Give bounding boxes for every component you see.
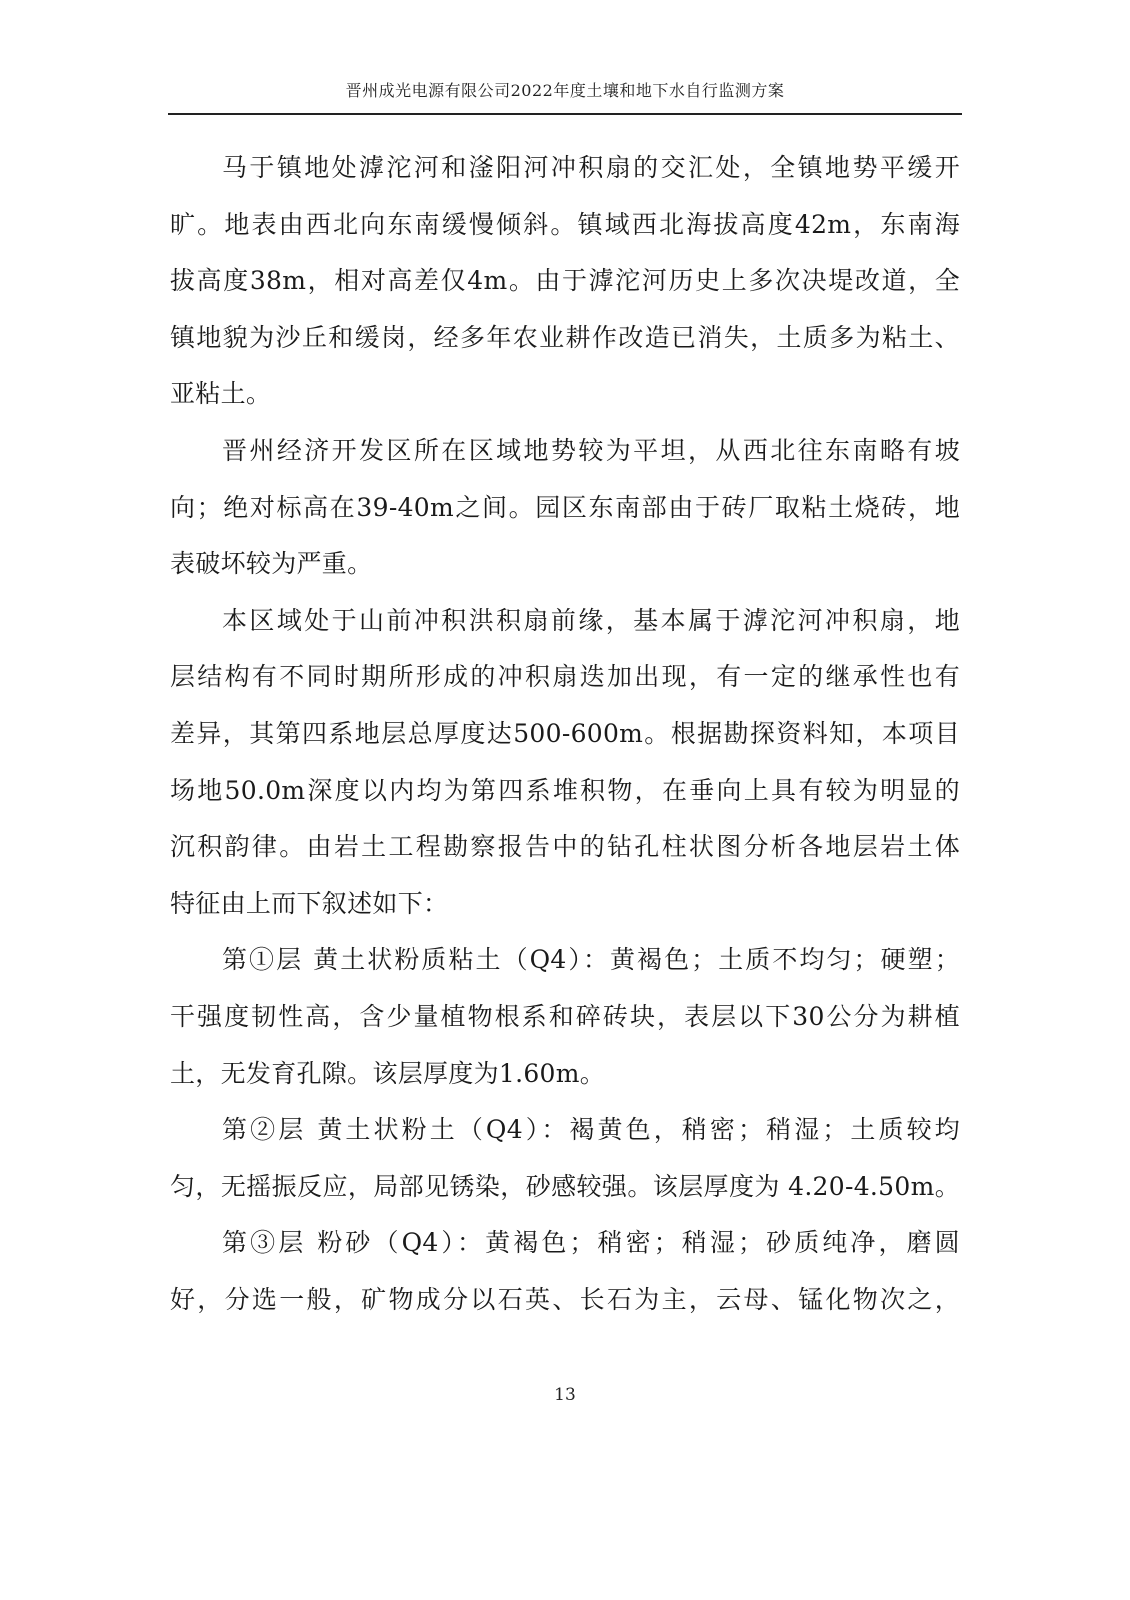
paragraph-1-line-4: 镇地貌为沙丘和缓岗，经多年农业耕作改造已消失，土质多为粘土、 xyxy=(170,322,960,352)
paragraph-3-line-5: 沉积韵律。由岩土工程勘察报告中的钻孔柱状图分析各地层岩土体 xyxy=(170,832,960,862)
paragraph-3-line-6: 特征由上而下叙述如下： xyxy=(170,888,449,918)
document-body xyxy=(170,140,960,1328)
paragraph-2-line-2: 向；绝对标高在39-40m之间。园区东南部由于砖厂取粘土烧砖，地 xyxy=(170,492,960,522)
header-divider xyxy=(168,113,962,115)
layer-1-line-3: 土，无发育孔隙。该层厚度为1.60m。 xyxy=(170,1058,606,1088)
layer-2-line-2: 匀，无摇振反应，局部见锈染，砂感较强。该层厚度为 4.20-4.50m。 xyxy=(170,1171,960,1201)
paragraph-3-line-1: 本区域处于山前冲积洪积扇前缘，基本属于滹沱河冲积扇，地 xyxy=(222,605,960,635)
page-number: 13 xyxy=(554,1385,576,1405)
paragraph-1-line-3: 拔高度38m，相对高差仅4m。由于滹沱河历史上多次决堤改道，全 xyxy=(170,266,960,296)
paragraph-2-line-1: 晋州经济开发区所在区域地势较为平坦，从西北往东南略有坡 xyxy=(222,435,960,465)
paragraph-3-line-4: 场地50.0m深度以内均为第四系堆积物，在垂向上具有较为明显的 xyxy=(170,775,960,805)
layer-3-line-1: 第③层 粉砂（Q4）：黄褐色；稍密；稍湿；砂质纯净，磨圆 xyxy=(222,1228,960,1258)
paragraph-3-line-2: 层结构有不同时期所形成的冲积扇迭加出现，有一定的继承性也有 xyxy=(170,662,960,692)
layer-3-line-2: 好，分选一般，矿物成分以石英、长石为主，云母、锰化物次之， xyxy=(170,1284,960,1314)
layer-2-line-1: 第②层 黄土状粉土（Q4）：褐黄色，稍密；稍湿；土质较均 xyxy=(222,1115,960,1145)
paragraph-1-line-2: 旷。地表由西北向东南缓慢倾斜。镇域西北海拔高度42m，东南海 xyxy=(170,209,960,239)
layer-1-line-1: 第①层 黄土状粉质粘土（Q4）：黄褐色；土质不均匀；硬塑； xyxy=(222,945,960,975)
paragraph-3-line-3: 差异，其第四系地层总厚度达500-600m。根据勘探资料知，本项目 xyxy=(170,718,960,748)
layer-1-line-2: 干强度韧性高，含少量植物根系和碎砖块，表层以下30公分为耕植 xyxy=(170,1001,960,1031)
page-header: 晋州成光电源有限公司2022年度土壤和地下水自行监测方案 xyxy=(345,81,785,100)
paragraph-1-line-5: 亚粘土。 xyxy=(170,379,272,409)
paragraph-2-line-3: 表破坏较为严重。 xyxy=(170,549,373,579)
paragraph-1-line-1: 马于镇地处滹沱河和滏阳河冲积扇的交汇处，全镇地势平缓开 xyxy=(222,153,960,182)
